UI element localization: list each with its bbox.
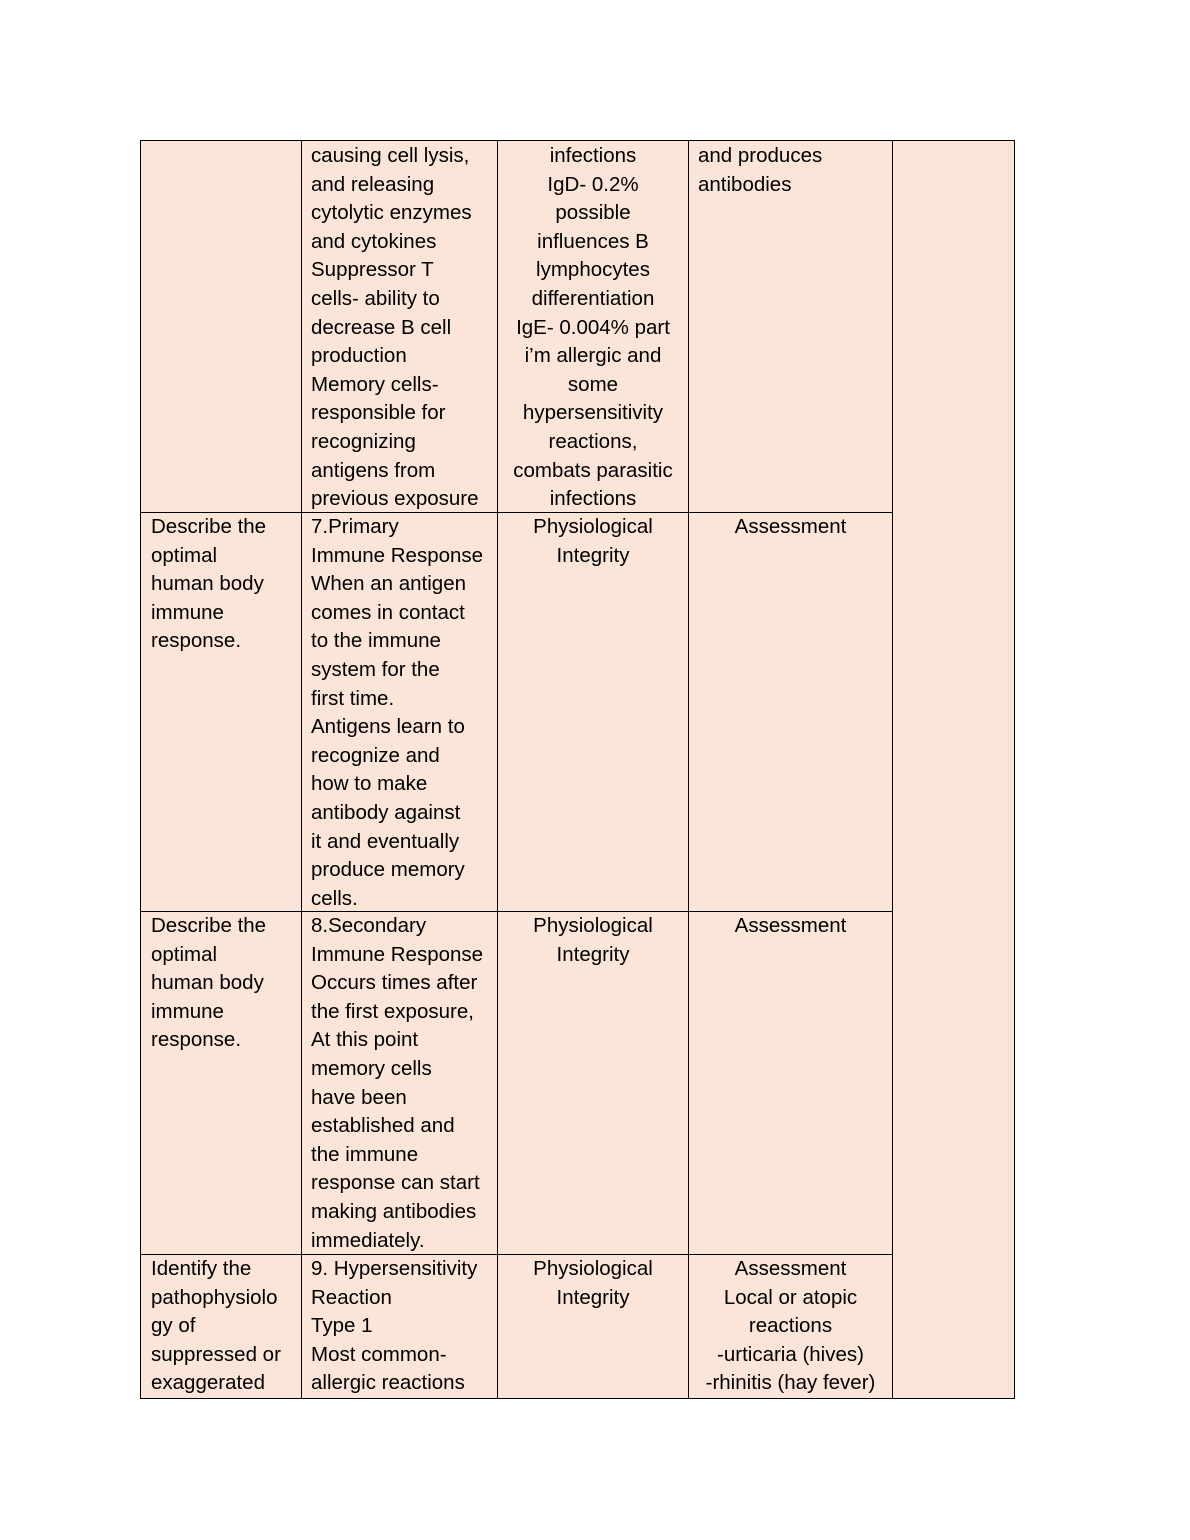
table-cell-objective: Identify the pathophysiolo gy of suppressed or exaggerated — [151, 1257, 281, 1395]
table-cell-process: and produces antibodies — [698, 144, 823, 196]
table-cell-process: Assessment — [734, 914, 847, 937]
table-cell-objective: Describe the optimal human body immune response. — [151, 515, 267, 653]
table-cell-content: causing cell lysis, and releasing cytolytic enzymes and cytokines Suppressor T cells- ability to decrease B cell production Memory cells- responsible for recognizing antigens from previous exposure — [311, 144, 479, 511]
table-cell-content: 7.Primary Immune Response When an antigen comes in contact to the immune system for the first time. Antigens learn to recognize and how to make antibody against it and eventually produce memory cells. — [311, 515, 484, 910]
table-cell-category: Physiological Integrity — [533, 1257, 653, 1309]
table-cell-process: Assessment — [734, 515, 847, 538]
table-cell-category: Physiological Integrity — [533, 914, 653, 966]
table-cell-objective: Describe the optimal human body immune response. — [151, 914, 267, 1052]
column-divider — [688, 141, 689, 1398]
table-cell-process: Assessment Local or atopic reactions -urticaria (hives) -rhinitis (hay fever) — [705, 1257, 876, 1395]
table-cell-content: 8.Secondary Immune Response Occurs times after the first exposure, At this point memory cells have been established and the immune response can start making antibodies immediately. — [311, 914, 484, 1252]
table-cell-category: Physiological Integrity — [533, 515, 653, 567]
table-cell-category: infections IgD- 0.2% possible influences B lymphocytes differentiation IgE- 0.004% part i’m allergic and some hypersensitivity reactions, combats parasitic infections — [513, 144, 673, 511]
content-table — [140, 140, 1015, 1399]
table-cell-content: 9. Hypersensitivity Reaction Type 1 Most common- allergic reactions — [311, 1257, 478, 1395]
column-divider — [892, 141, 893, 1398]
